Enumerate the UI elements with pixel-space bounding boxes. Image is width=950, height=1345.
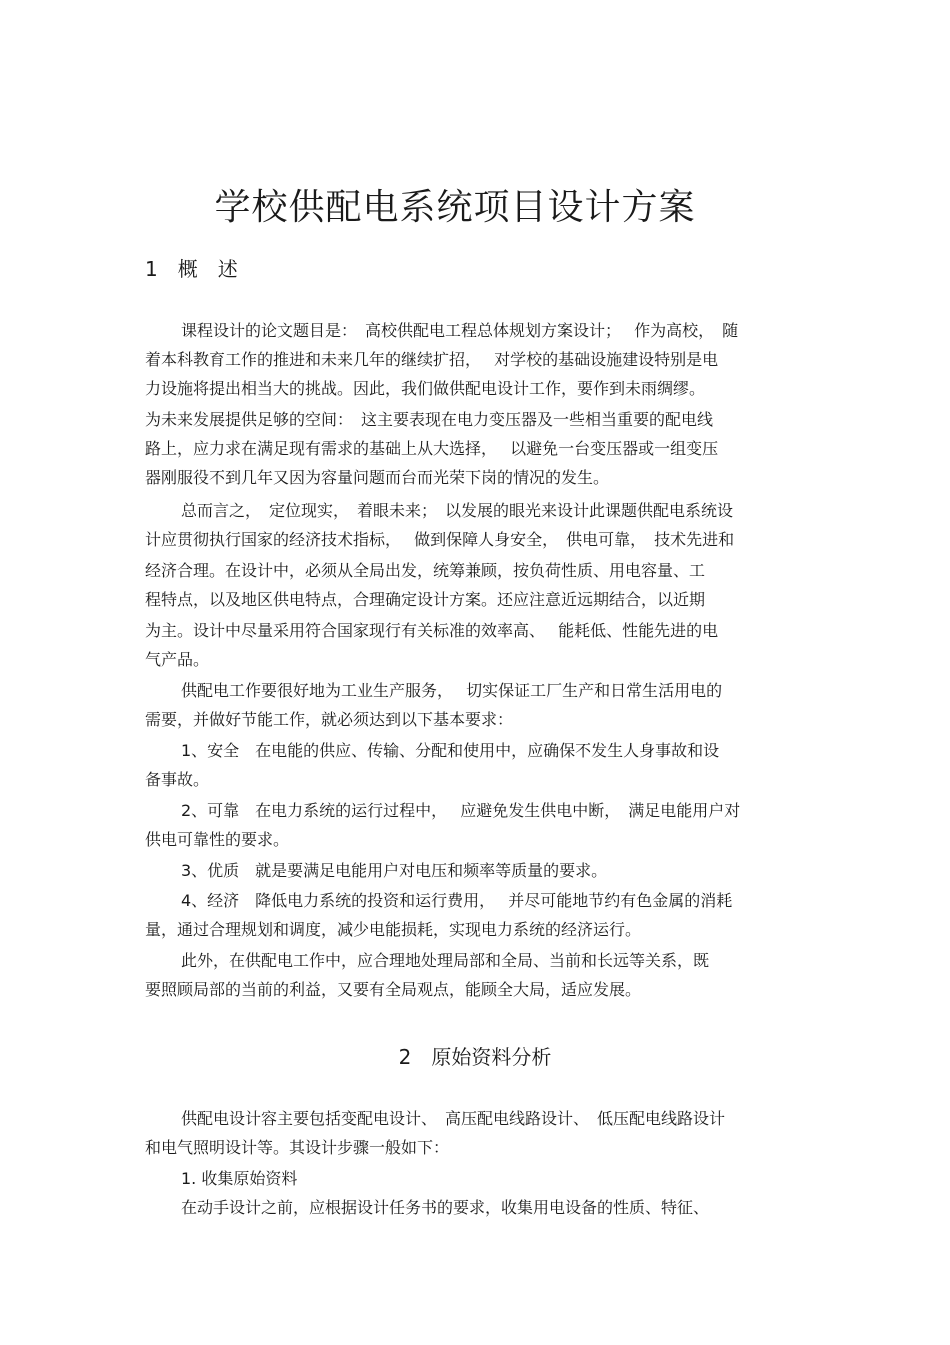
paragraph-line: 经济合理。在设计中，必须从全局出发，统筹兼顾，按负荷性质、用电容量、工 — [145, 561, 706, 580]
section-2-heading: 2 原始资料分析 — [398, 1045, 552, 1069]
list-item-line: 2、可靠 在电力系统的运行过程中， 应避免发生供电中断， 满足电能用户对 — [181, 801, 741, 820]
paragraph-line: 此外，在供配电工作中，应合理地处理局部和全局、当前和长远等关系，既 — [181, 951, 710, 970]
paragraph-line: 总而言之， 定位现实， 着眼未来； 以发展的眼光来设计此课题供配电系统设 — [181, 501, 734, 520]
list-item-line: 1. 收集原始资料 — [181, 1169, 298, 1188]
paragraph-line: 力设施将提出相当大的挑战。因此，我们做供配电设计工作，要作到未雨绸缪。 — [145, 379, 706, 398]
paragraph-line: 供配电设计容主要包括变配电设计、 高压配电线路设计、 低压配电线路设计 — [181, 1109, 726, 1128]
list-item-line: 量，通过合理规划和调度，减少电能损耗，实现电力系统的经济运行。 — [145, 920, 642, 939]
paragraph-line: 课程设计的论文题目是： 高校供配电工程总体规划方案设计； 作为高校， 随 — [181, 321, 739, 340]
paragraph-line: 程特点，以及地区供电特点，合理确定设计方案。还应注意近远期结合，以近期 — [145, 590, 706, 609]
document-title: 学校供配电系统项目设计方案 — [214, 187, 696, 229]
list-item-line: 4、经济 降低电力系统的投资和运行费用， 并尽可能地节约有色金属的消耗 — [181, 891, 733, 910]
section-1-heading: 1 概 述 — [145, 257, 238, 281]
paragraph-line: 计应贯彻执行国家的经济技术指标， 做到保障人身安全， 供电可靠， 技术先进和 — [145, 530, 735, 549]
paragraph-line: 器刚服役不到几年又因为容量问题而台而光荣下岗的情况的发生。 — [145, 468, 610, 487]
paragraph-line: 要照顾局部的当前的利益，又要有全局观点，能顾全大局，适应发展。 — [145, 980, 642, 999]
list-item-line: 1、安全 在电能的供应、传输、分配和使用中，应确保不发生人身事故和设 — [181, 741, 720, 760]
paragraph-line: 供配电工作要很好地为工业生产服务， 切实保证工厂生产和日常生活用电的 — [181, 681, 723, 700]
paragraph-line: 在动手设计之前，应根据设计任务书的要求，收集用电设备的性质、特征、 — [181, 1198, 710, 1217]
list-item-line: 3、优质 就是要满足电能用户对电压和频率等质量的要求。 — [181, 861, 608, 880]
paragraph-line: 为主。设计中尽量采用符合国家现行有关标准的效率高、 能耗低、性能先进的电 — [145, 621, 719, 640]
list-item-line: 供电可靠性的要求。 — [145, 830, 290, 849]
paragraph-line: 为未来发展提供足够的空间： 这主要表现在电力变压器及一些相当重要的配电线 — [145, 410, 714, 429]
paragraph-line: 着本科教育工作的推进和未来几年的继续扩招， 对学校的基础设施建设特别是电 — [145, 350, 719, 369]
paragraph-line: 和电气照明设计等。其设计步骤一般如下： — [145, 1138, 450, 1157]
paragraph-line: 需要，并做好节能工作，就必须达到以下基本要求： — [145, 710, 514, 729]
list-item-line: 备事故。 — [145, 770, 210, 789]
paragraph-line: 路上，应力求在满足现有需求的基础上从大选择， 以避免一台变压器或一组变压 — [145, 439, 719, 458]
paragraph-line: 气产品。 — [145, 650, 210, 669]
